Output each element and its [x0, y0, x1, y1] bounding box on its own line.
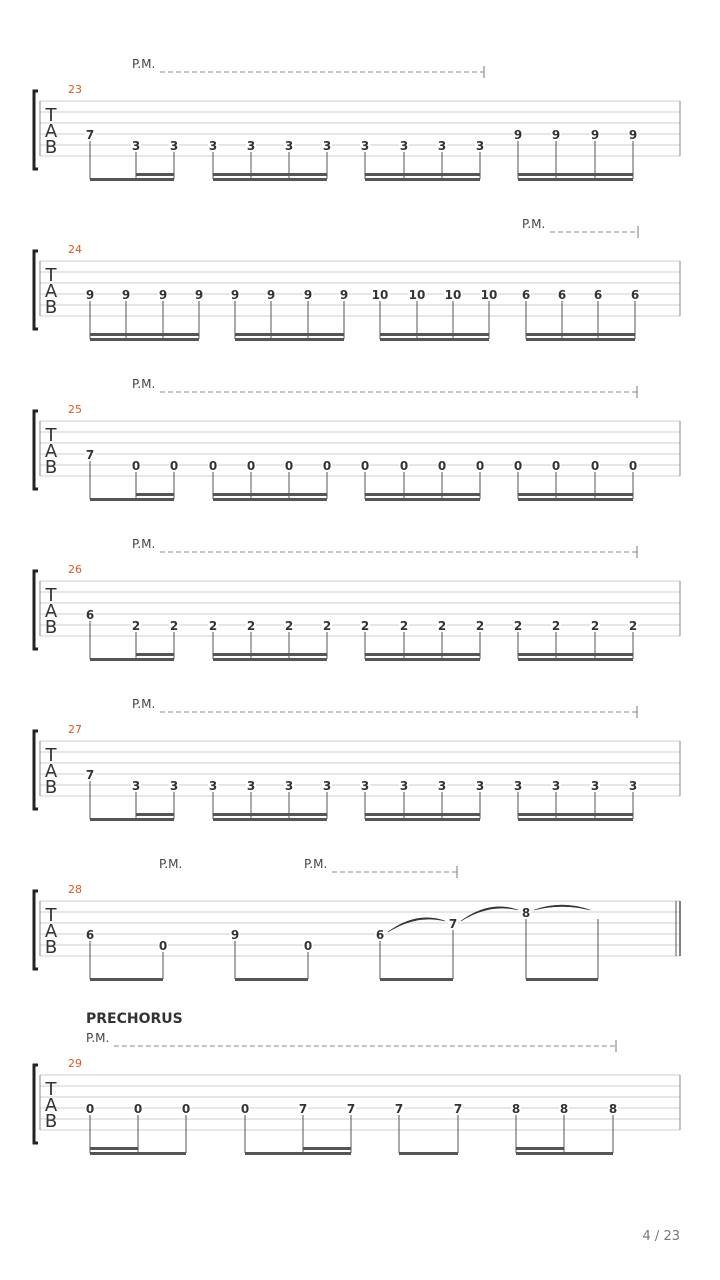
fret-number: 0 — [360, 459, 370, 473]
fret-number: 9 — [590, 128, 600, 142]
fret-number: 0 — [284, 459, 294, 473]
fret-number: 3 — [322, 779, 332, 793]
palm-mute-label: P.M. — [86, 1031, 110, 1045]
fret-number: 0 — [590, 459, 600, 473]
measure-number: 24 — [68, 243, 82, 256]
tab-clef-letter: T — [45, 425, 57, 446]
note-beam — [235, 978, 308, 981]
fret-number: 9 — [194, 288, 204, 302]
fret-number: 3 — [246, 139, 256, 153]
tab-clef-letter: A — [44, 441, 58, 462]
note-beam — [380, 978, 453, 981]
slur-arc — [461, 907, 518, 921]
fret-number: 2 — [513, 619, 523, 633]
staff-system-25 — [34, 377, 680, 501]
note-beam — [213, 173, 327, 176]
fret-number: 6 — [375, 928, 385, 942]
fret-number: 3 — [284, 139, 294, 153]
fret-number: 9 — [266, 288, 276, 302]
page-number: 4 / 23 — [642, 1229, 680, 1244]
fret-number: 2 — [131, 619, 141, 633]
note-beam — [399, 1152, 458, 1155]
fret-number: 2 — [208, 619, 218, 633]
measure-number: 26 — [68, 563, 82, 576]
note-beam — [518, 178, 633, 181]
fret-number: 3 — [131, 779, 141, 793]
note-beam — [516, 1147, 564, 1150]
fret-number: 0 — [181, 1102, 191, 1116]
fret-number: 2 — [360, 619, 370, 633]
section-label: PRECHORUS — [86, 1011, 183, 1027]
fret-number: 0 — [85, 1102, 95, 1116]
fret-number: 9 — [230, 928, 240, 942]
fret-number: 6 — [85, 928, 95, 942]
tab-clef-letter: T — [45, 905, 57, 926]
staff-system-24 — [34, 217, 680, 341]
tab-clef-letter: B — [44, 617, 58, 638]
system-bracket — [34, 251, 38, 329]
staff-system-28 — [34, 857, 680, 981]
tab-clef-letter: T — [45, 105, 57, 126]
fret-number: 6 — [85, 608, 95, 622]
fret-number: 7 — [85, 768, 95, 782]
fret-number: 8 — [521, 906, 531, 920]
palm-mute-label: P.M. — [132, 57, 156, 71]
fret-number: 3 — [475, 139, 485, 153]
note-beam — [90, 338, 199, 341]
fret-number: 8 — [559, 1102, 569, 1116]
note-beam — [90, 498, 174, 501]
tab-clef-letter: A — [44, 601, 58, 622]
note-beam — [518, 493, 633, 496]
fret-number: 3 — [246, 779, 256, 793]
fret-number: 3 — [590, 779, 600, 793]
note-beam — [235, 338, 344, 341]
fret-number: 8 — [511, 1102, 521, 1116]
fret-number: 3 — [513, 779, 523, 793]
fret-number: 2 — [246, 619, 256, 633]
fret-number: 10 — [371, 288, 389, 302]
note-beam — [518, 813, 633, 816]
note-beam — [235, 333, 344, 336]
note-beam — [90, 178, 174, 181]
fret-number: 0 — [133, 1102, 143, 1116]
fret-number: 9 — [158, 288, 168, 302]
fret-number: 7 — [394, 1102, 404, 1116]
fret-number: 9 — [339, 288, 349, 302]
fret-number: 6 — [593, 288, 603, 302]
fret-number: 2 — [284, 619, 294, 633]
note-beam — [90, 658, 174, 661]
fret-number: 9 — [230, 288, 240, 302]
fret-number: 0 — [437, 459, 447, 473]
note-beam — [90, 978, 163, 981]
fret-number: 0 — [208, 459, 218, 473]
measure-number: 28 — [68, 883, 82, 896]
fret-number: 6 — [521, 288, 531, 302]
fret-number: 3 — [437, 139, 447, 153]
palm-mute-label: P.M. — [132, 377, 156, 391]
note-beam — [365, 498, 480, 501]
fret-number: 6 — [557, 288, 567, 302]
staff-system-29 — [34, 1011, 680, 1155]
note-beam — [365, 658, 480, 661]
fret-number: 0 — [158, 939, 168, 953]
note-beam — [213, 813, 327, 816]
system-bracket — [34, 411, 38, 489]
note-beam — [526, 978, 598, 981]
note-beam — [213, 658, 327, 661]
note-beam — [90, 818, 174, 821]
fret-number: 3 — [475, 779, 485, 793]
note-beam — [518, 173, 633, 176]
system-bracket — [34, 1065, 38, 1143]
fret-number: 0 — [246, 459, 256, 473]
tab-clef-letter: A — [44, 921, 58, 942]
note-beam — [518, 818, 633, 821]
fret-number: 0 — [322, 459, 332, 473]
fret-number: 7 — [85, 448, 95, 462]
tab-clef-letter: B — [44, 777, 58, 798]
tab-clef-letter: T — [45, 745, 57, 766]
measure-number: 25 — [68, 403, 82, 416]
fret-number: 9 — [85, 288, 95, 302]
note-beam — [365, 818, 480, 821]
fret-number: 3 — [437, 779, 447, 793]
fret-number: 9 — [303, 288, 313, 302]
tab-clef-letter: B — [44, 457, 58, 478]
fret-number: 7 — [448, 917, 458, 931]
tab-clef-letter: A — [44, 281, 58, 302]
fret-number: 3 — [322, 139, 332, 153]
note-beam — [380, 333, 489, 336]
fret-number: 0 — [475, 459, 485, 473]
fret-number: 10 — [480, 288, 498, 302]
staff-system-26 — [34, 537, 680, 661]
fret-number: 3 — [169, 139, 179, 153]
fret-number: 7 — [346, 1102, 356, 1116]
fret-number: 9 — [551, 128, 561, 142]
measure-number: 27 — [68, 723, 82, 736]
fret-number: 3 — [551, 779, 561, 793]
fret-number: 0 — [240, 1102, 250, 1116]
fret-number: 0 — [131, 459, 141, 473]
note-beam — [136, 493, 174, 496]
fret-number: 9 — [628, 128, 638, 142]
note-beam — [526, 338, 635, 341]
fret-number: 3 — [208, 139, 218, 153]
fret-number: 2 — [437, 619, 447, 633]
note-beam — [136, 813, 174, 816]
system-bracket — [34, 571, 38, 649]
note-beam — [136, 653, 174, 656]
fret-number: 2 — [475, 619, 485, 633]
tab-clef-letter: B — [44, 297, 58, 318]
note-beam — [90, 333, 199, 336]
note-beam — [518, 658, 633, 661]
note-beam — [90, 1147, 138, 1150]
tab-clef-letter: A — [44, 1095, 58, 1116]
note-beam — [365, 178, 480, 181]
tab-clef-letter: B — [44, 937, 58, 958]
note-beam — [213, 818, 327, 821]
fret-number: 0 — [513, 459, 523, 473]
fret-number: 3 — [399, 779, 409, 793]
tab-clef-letter: B — [44, 1111, 58, 1132]
fret-number: 2 — [169, 619, 179, 633]
fret-number: 0 — [303, 939, 313, 953]
palm-mute-label: P.M. — [132, 697, 156, 711]
fret-number: 6 — [630, 288, 640, 302]
fret-number: 3 — [628, 779, 638, 793]
note-beam — [136, 173, 174, 176]
tab-clef-letter: B — [44, 137, 58, 158]
fret-number: 0 — [551, 459, 561, 473]
fret-number: 9 — [121, 288, 131, 302]
note-beam — [380, 338, 489, 341]
note-beam — [518, 498, 633, 501]
fret-number: 3 — [284, 779, 294, 793]
note-beam — [516, 1152, 613, 1155]
fret-number: 3 — [169, 779, 179, 793]
tab-clef-letter: A — [44, 121, 58, 142]
note-beam — [90, 1152, 186, 1155]
fret-number: 7 — [453, 1102, 463, 1116]
fret-number: 3 — [360, 139, 370, 153]
measure-number: 23 — [68, 83, 82, 96]
fret-number: 10 — [444, 288, 462, 302]
note-beam — [303, 1147, 351, 1150]
fret-number: 3 — [131, 139, 141, 153]
fret-number: 0 — [399, 459, 409, 473]
note-beam — [365, 813, 480, 816]
slur-arc — [388, 918, 445, 932]
slur-arc — [534, 905, 590, 910]
palm-mute-label: P.M. — [522, 217, 546, 231]
tab-clef-letter: T — [45, 585, 57, 606]
system-bracket — [34, 731, 38, 809]
fret-number: 9 — [513, 128, 523, 142]
system-bracket — [34, 91, 38, 169]
tab-clef-letter: T — [45, 1079, 57, 1100]
fret-number: 2 — [551, 619, 561, 633]
fret-number: 7 — [298, 1102, 308, 1116]
fret-number: 3 — [399, 139, 409, 153]
note-beam — [518, 653, 633, 656]
fret-number: 7 — [85, 128, 95, 142]
fret-number: 10 — [408, 288, 426, 302]
note-beam — [245, 1152, 351, 1155]
fret-number: 3 — [208, 779, 218, 793]
note-beam — [365, 173, 480, 176]
note-beam — [365, 493, 480, 496]
fret-number: 3 — [360, 779, 370, 793]
staff-system-23 — [34, 57, 680, 181]
note-beam — [213, 653, 327, 656]
note-beam — [213, 178, 327, 181]
fret-number: 0 — [169, 459, 179, 473]
note-beam — [365, 653, 480, 656]
measure-number: 29 — [68, 1057, 82, 1070]
tab-clef-letter: A — [44, 761, 58, 782]
note-beam — [213, 498, 327, 501]
note-beam — [526, 333, 635, 336]
fret-number: 2 — [399, 619, 409, 633]
staff-system-27 — [34, 697, 680, 821]
palm-mute-label: P.M. — [304, 857, 328, 871]
palm-mute-label: P.M. — [159, 857, 183, 871]
fret-number: 2 — [590, 619, 600, 633]
fret-number: 0 — [628, 459, 638, 473]
note-beam — [213, 493, 327, 496]
tab-clef-letter: T — [45, 265, 57, 286]
fret-number: 8 — [608, 1102, 618, 1116]
palm-mute-label: P.M. — [132, 537, 156, 551]
fret-number: 2 — [322, 619, 332, 633]
system-bracket — [34, 891, 38, 969]
fret-number: 2 — [628, 619, 638, 633]
